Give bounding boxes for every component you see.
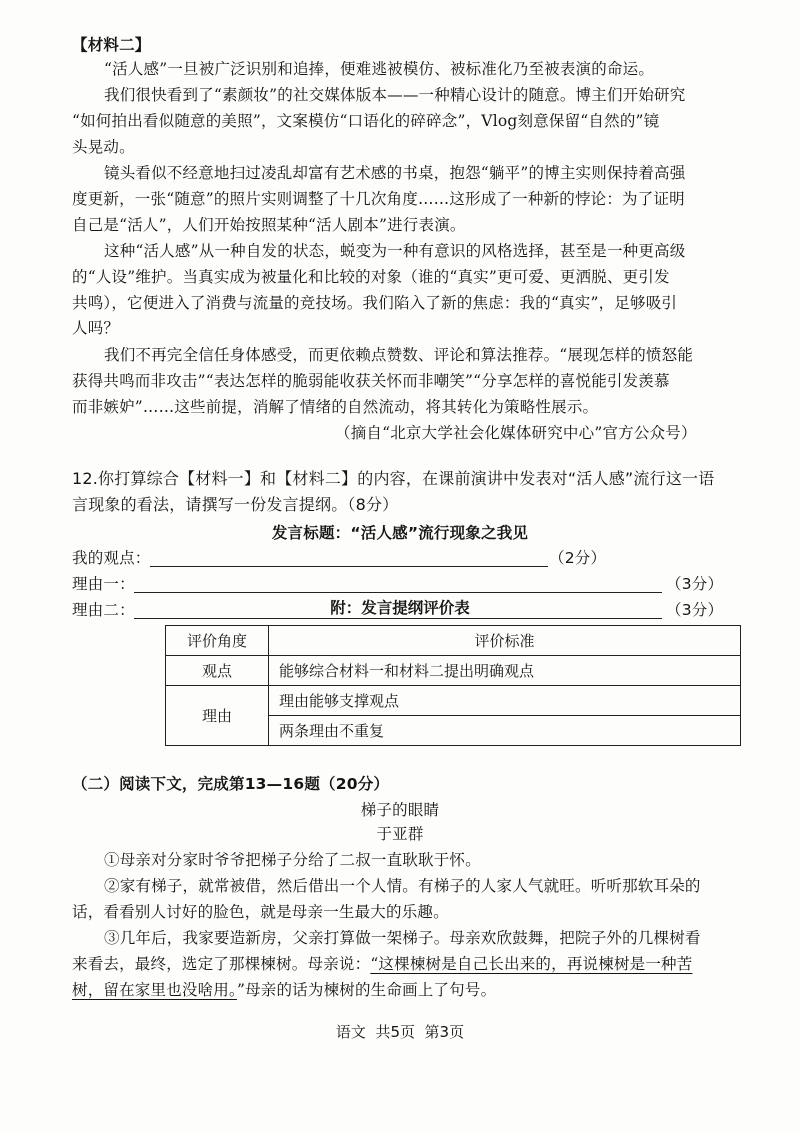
opinion-score: （2分） <box>549 549 607 567</box>
article-paragraph-text: 来看去，最终，选定了那棵楝树。母亲说： <box>72 955 371 973</box>
table-header-row <box>166 626 741 656</box>
material2-line: 而非嫉妒”……这些前提，消解了情绪的自然流动，将其转化为策略性展示。 <box>72 398 599 416</box>
section2-heading: （二）阅读下文，完成第13—16题（20分） <box>72 775 390 793</box>
article-paragraph: ②家有梯子，就常被借，然后借出一个人情。有梯子的人家人气就旺。听听那软耳朵的 <box>104 877 701 895</box>
material2-line: 获得共鸣而非攻击”“表达怎样的脆弱能收获关怀而非嘲笑”“分享怎样的喜悦能引发羡慕 <box>72 372 670 390</box>
article-paragraph: ③几年后，我家要造新房，父亲打算做一架梯子。母亲欢欣鼓舞，把院子外的几棵树看 <box>104 929 701 947</box>
question12-prompt: 言现象的看法，请撰写一份发言提纲。（8分） <box>72 495 399 514</box>
table-title: 附：发言提纲评价表 <box>330 599 470 617</box>
evaluation-table <box>165 625 741 746</box>
article-paragraph-start <box>72 952 692 976</box>
material2-line: “活人感”一旦被广泛识别和追捧，便难逃被模仿、被标准化乃至被表演的命运。 <box>104 60 655 78</box>
article-paragraph: ①母亲对分家时爷爷把梯子分给了二叔一直耿耿于怀。 <box>104 851 481 869</box>
table-cell-aspect: 理由 <box>166 686 269 746</box>
material2-line: “如何拍出看似随意的美照”，文案模仿“口语化的碎碎念”，Vlog刻意保留“自然的”镜 <box>72 112 660 130</box>
table-row <box>166 656 741 686</box>
material2-source: （摘自“北京大学社会化媒体研究中心”官方公众号） <box>335 424 697 442</box>
reason1-answer-line[interactable] <box>134 592 662 593</box>
reason1-label: 理由一： <box>72 575 135 593</box>
speech-title: 发言标题：“活人感”流行现象之我见 <box>271 524 529 542</box>
table-cell-aspect: 观点 <box>166 656 269 686</box>
material2-line: 这种“活人感”从一种自发的状态，蜕变为一种有意识的风格选择，甚至是一种更高级 <box>104 242 686 260</box>
opinion-answer-line[interactable] <box>150 566 548 567</box>
material2-line: 度更新，一张“随意”的照片实则调整了十几次角度……这形成了一种新的悖论：为了证明 <box>72 190 685 208</box>
table-cell-standard: 能够综合材料一和材料二提出明确观点 <box>269 656 741 686</box>
opinion-label: 我的观点： <box>72 549 151 567</box>
article-paragraph-text: ”母亲的话为楝树的生命画上了句号。 <box>236 981 497 999</box>
table-header-standard: 评价标准 <box>269 626 741 656</box>
material2-line: 镜头看似不经意地扫过凌乱却富有艺术感的书桌，抱怨“躺平”的博主实则保持着高强 <box>104 164 686 182</box>
article-paragraph-end <box>72 978 496 1002</box>
material2-line: 人吗？ <box>72 319 120 337</box>
material2-line: 的“人设”维护。当真实成为被量化和比较的对象（谁的“真实”更可爱、更洒脱、更引发 <box>72 268 670 286</box>
article-title: 梯子的眼睛 <box>360 801 440 819</box>
page-footer: 语文 共5页 第3页 <box>335 1023 465 1041</box>
table-header-aspect: 评价角度 <box>166 626 269 656</box>
reason1-score: （3分） <box>666 575 724 593</box>
table-row <box>166 686 741 716</box>
underlined-quote: “这棵楝树是自己长出来的，再说楝树是一种苦 <box>370 955 693 973</box>
question12-prompt: 12.你打算综合【材料一】和【材料二】的内容，在课前演讲中发表对“活人感”流行这一语 <box>72 469 715 488</box>
material2-heading: 【材料二】 <box>72 36 151 54</box>
material2-line: 自己是“活人”，人们开始按照某种“活人剧本”进行表演。 <box>72 216 466 234</box>
table-cell-standard: 理由能够支撑观点 <box>269 686 741 716</box>
table-cell-standard: 两条理由不重复 <box>269 716 741 746</box>
article-author: 于亚群 <box>376 825 424 843</box>
material2-line: 我们不再完全信任身体感受，而更依赖点赞数、评论和算法推荐。“展现怎样的愤怒能 <box>104 346 694 364</box>
material2-line: 共鸣），它便进入了消费与流量的竞技场。我们陷入了新的焦虑：我的“真实”，足够吸引 <box>72 294 678 312</box>
underlined-quote: 树，留在家里也没啥用。 <box>72 981 237 999</box>
material2-line: 头晃动。 <box>72 138 135 156</box>
material2-line: 我们很快看到了“素颜妆”的社交媒体版本——一种精心设计的随意。博主们开始研究 <box>104 86 686 104</box>
reason2-score: （3分） <box>666 601 724 619</box>
article-paragraph: 话，看看别人讨好的脸色，就是母亲一生最大的乐趣。 <box>72 903 449 921</box>
reason2-label: 理由二： <box>72 601 135 619</box>
